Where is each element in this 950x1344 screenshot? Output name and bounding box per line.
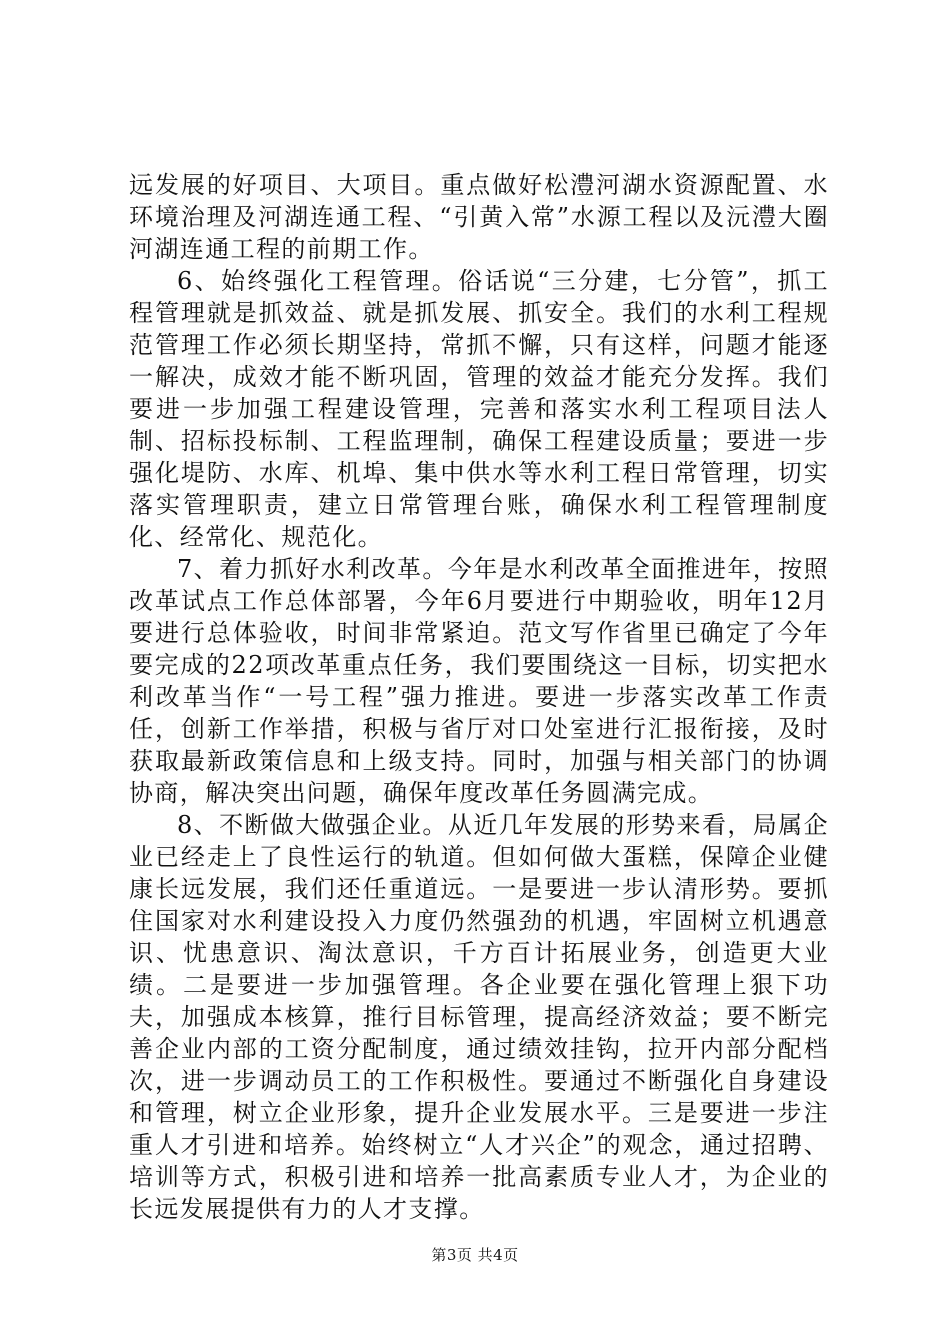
paragraph-engineering-management: 6、始终强化工程管理。俗话说“三分建，七分管”，抓工程管理就是抓效益、就是抓发展、抓安全。我们的水利工程规范管理工作必须长期坚持，常抓不懈，只有这样，问题才能逐一解决，成效才能不断巩固，管理的效益才能充分发挥。我们要进一步加强工程建设管理，完善和落实水利工程项目法人制、招标投标制、工程监理制，确保工程建设质量；要进一步强化堤防、水库、机埠、集中供水等水利工程日常管理，切实落实管理职责，建立日常管理台账，确保水利工程管理制度化、经常化、规范化。 — [129, 267, 829, 551]
paragraph-continuation: 远发展的好项目、大项目。重点做好松澧河湖水资源配置、水环境治理及河湖连通工程、“引黄入常”水源工程以及沅澧大圈河湖连通工程的前期工作。 — [129, 171, 829, 263]
page-number-footer: 第3页 共4页 — [431, 1246, 519, 1264]
paragraph-water-reform: 7、着力抓好水利改革。今年是水利改革全面推进年，按照改革试点工作总体部署，今年6月要进行中期验收，明年12月要进行总体验收，时间非常紧迫。范文写作省里已确定了今年要完成的22项改革重点任务，我们要围绕这一目标，切实把水利改革当作“一号工程”强力推进。要进一步落实改革工作责任，创新工作举措，积极与省厅对口处室进行汇报衔接，及时获取最新政策信息和上级支持。同时，加强与相关部门的协调协商，解决突出问题，确保年度改革任务圆满完成。 — [129, 555, 829, 807]
paragraph-enterprise-growth: 8、不断做大做强企业。从近几年发展的形势来看，局属企业已经走上了良性运行的轨道。但如何做大蛋糕，保障企业健康长远发展，我们还任重道远。一是要进一步认清形势。要抓住国家对水利建设投入力度仍然强劲的机遇，牢固树立机遇意识、忧患意识、淘汰意识，千方百计拓展业务，创造更大业绩。二是要进一步加强管理。各企业要在强化管理上狠下功夫，加强成本核算，推行目标管理，提高经济效益；要不断完善企业内部的工资分配制度，通过绩效挂钩，拉开内部分配档次，进一步调动员工的工作积极性。要通过不断强化自身建设和管理，树立企业形象，提升企业发展水平。三是要进一步注重人才引进和培养。始终树立“人才兴企”的观念，通过招聘、培训等方式，积极引进和培养一批高素质专业人才，为企业的长远发展提供有力的人才支撑。 — [129, 811, 829, 1223]
document-body — [129, 169, 829, 1225]
